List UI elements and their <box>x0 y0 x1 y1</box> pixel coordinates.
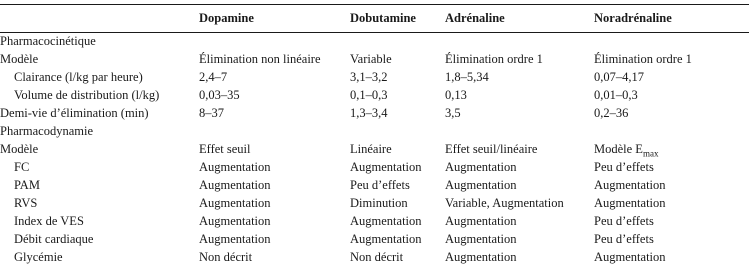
cell-text: Augmentation <box>594 196 666 210</box>
column-header-noradrenaline: Noradrénaline <box>594 11 672 25</box>
cell-text: Modèle E <box>594 142 643 156</box>
table-cell <box>445 176 594 194</box>
table-cell <box>350 86 445 104</box>
section-row <box>0 122 749 140</box>
table-cell <box>350 212 445 230</box>
row-label: FC <box>14 160 30 174</box>
table-cell <box>445 68 594 86</box>
cell-text: Non décrit <box>350 250 404 264</box>
table-cell <box>199 230 350 248</box>
table-cell <box>445 212 594 230</box>
table-row <box>0 104 749 122</box>
table-cell <box>350 104 445 122</box>
table-cell <box>350 248 445 266</box>
row-label: Débit cardiaque <box>14 232 94 246</box>
cell-text: Augmentation <box>199 214 271 228</box>
cell-text: Effet seuil <box>199 142 251 156</box>
table-cell <box>445 140 594 158</box>
cell-text: Augmentation <box>350 232 422 246</box>
table-cell <box>350 158 445 176</box>
row-label: PAM <box>14 178 40 192</box>
table-row <box>0 194 749 212</box>
cell-text: Augmentation <box>199 196 271 210</box>
cell-text: 8–37 <box>199 106 224 120</box>
cell-text: Peu d’effets <box>350 178 410 192</box>
cell-text: Augmentation <box>445 160 517 174</box>
row-label: Clairance (l/kg par heure) <box>14 70 143 84</box>
table-cell <box>445 158 594 176</box>
cell-text: Augmentation <box>445 232 517 246</box>
table-cell <box>594 230 749 248</box>
table-cell <box>199 86 350 104</box>
cell-text: 0,13 <box>445 88 467 102</box>
column-header-adrenaline: Adrénaline <box>445 11 505 25</box>
cell-text: Effet seuil/linéaire <box>445 142 538 156</box>
cell-text: Variable, Augmentation <box>445 196 564 210</box>
cell-text: 0,2–36 <box>594 106 629 120</box>
table-cell <box>594 140 749 158</box>
table-cell <box>594 248 749 266</box>
table-row <box>0 86 749 104</box>
cell-text: Augmentation <box>199 232 271 246</box>
cell-text: Augmentation <box>350 160 422 174</box>
cell-text: 0,03–35 <box>199 88 240 102</box>
cell-text: 2,4–7 <box>199 70 228 84</box>
cell-text: Augmentation <box>199 160 271 174</box>
table-cell <box>445 104 594 122</box>
table-cell <box>594 194 749 212</box>
table-cell <box>199 212 350 230</box>
table-cell <box>199 248 350 266</box>
table-row <box>0 212 749 230</box>
section-row <box>0 32 749 50</box>
table-body <box>0 32 749 266</box>
table-cell <box>350 230 445 248</box>
model-row <box>0 140 749 158</box>
cell-text: Augmentation <box>445 214 517 228</box>
cell-text: Diminution <box>350 196 408 210</box>
row-label: Demi-vie d’élimination (min) <box>0 106 149 120</box>
cell-text: 3,5 <box>445 106 461 120</box>
table-top-rule <box>0 4 749 5</box>
table-cell <box>445 50 594 68</box>
table-cell <box>594 50 749 68</box>
cell-text: Non décrit <box>199 250 253 264</box>
table-cell <box>445 248 594 266</box>
cell-text: Peu d’effets <box>594 232 654 246</box>
row-label: Modèle <box>0 142 39 156</box>
cell-text: Élimination ordre 1 <box>594 52 692 66</box>
cell-text: Peu d’effets <box>594 214 654 228</box>
cell-text: Augmentation <box>350 214 422 228</box>
cell-text: Augmentation <box>594 250 666 264</box>
cell-text: Peu d’effets <box>594 160 654 174</box>
table-cell <box>445 86 594 104</box>
column-header-dobutamine: Dobutamine <box>350 11 416 25</box>
table-cell <box>594 212 749 230</box>
table-row <box>0 176 749 194</box>
table-cell <box>594 86 749 104</box>
table-cell <box>350 194 445 212</box>
cell-text: 0,1–0,3 <box>350 88 388 102</box>
table-cell <box>199 176 350 194</box>
table-cell <box>350 140 445 158</box>
column-header-label <box>0 9 199 32</box>
table-cell <box>199 68 350 86</box>
cell-text: Élimination ordre 1 <box>445 52 543 66</box>
table-row <box>0 68 749 86</box>
cell-text: 1,3–3,4 <box>350 106 388 120</box>
table-header-row <box>0 9 749 32</box>
emax-subscript: max <box>642 148 659 159</box>
cell-text: 0,07–4,17 <box>594 70 644 84</box>
table-cell <box>350 68 445 86</box>
cell-text: Linéaire <box>350 142 392 156</box>
cell-text: Élimination non linéaire <box>199 52 321 66</box>
table-row <box>0 248 749 266</box>
table-row <box>0 158 749 176</box>
table-cell <box>594 104 749 122</box>
table-cell <box>350 176 445 194</box>
table-cell <box>445 194 594 212</box>
table-cell <box>199 50 350 68</box>
table-cell <box>445 230 594 248</box>
cell-text: 0,01–0,3 <box>594 88 638 102</box>
table-cell <box>594 158 749 176</box>
column-header-dopamine: Dopamine <box>199 11 254 25</box>
cell-text: Augmentation <box>594 178 666 192</box>
cell-text: Augmentation <box>445 250 517 264</box>
table-cell <box>199 158 350 176</box>
model-row <box>0 50 749 68</box>
section-heading: Pharmacodynamie <box>0 124 94 138</box>
row-label: Glycémie <box>14 250 63 264</box>
row-label: Index de VES <box>14 214 84 228</box>
drug-comparison-table <box>0 9 749 266</box>
section-heading: Pharmacocinétique <box>0 34 96 48</box>
table-cell <box>199 104 350 122</box>
cell-text: 1,8–5,34 <box>445 70 489 84</box>
row-label: Modèle <box>0 52 39 66</box>
table-cell <box>199 140 350 158</box>
table-cell <box>350 50 445 68</box>
table-cell <box>594 68 749 86</box>
table-cell <box>199 194 350 212</box>
cell-text: Variable <box>350 52 392 66</box>
cell-text: 3,1–3,2 <box>350 70 388 84</box>
table-row <box>0 230 749 248</box>
cell-text: Augmentation <box>199 178 271 192</box>
row-label: RVS <box>14 196 38 210</box>
row-label: Volume de distribution (l/kg) <box>14 88 160 102</box>
table-cell <box>594 176 749 194</box>
cell-text: Augmentation <box>445 178 517 192</box>
